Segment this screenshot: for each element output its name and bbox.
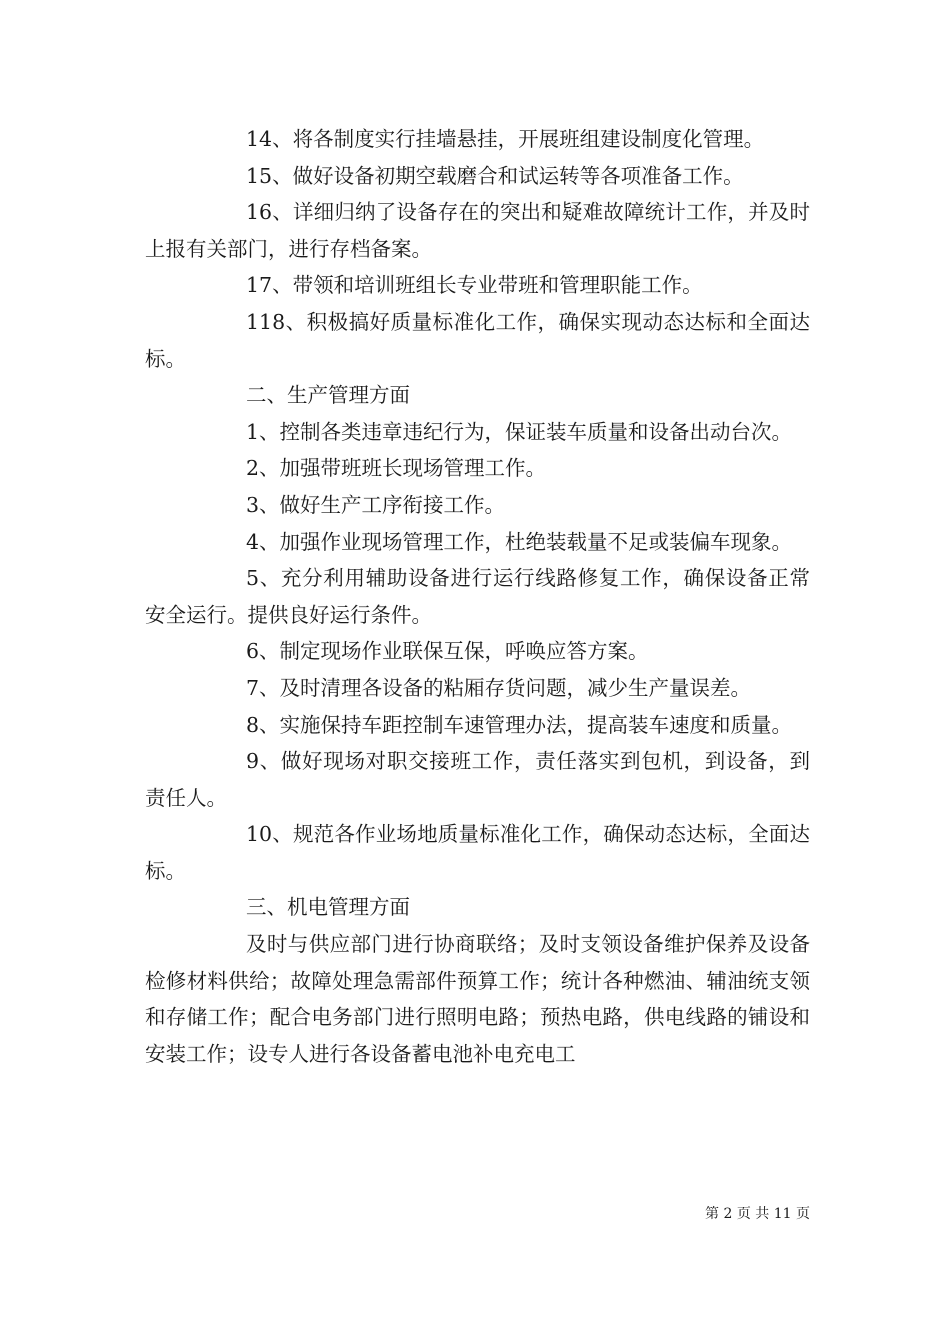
production-item-5: 5、充分利用辅助设备进行运行线路修复工作，确保设备正常安全运行。提供良好运行条件。 <box>145 566 810 627</box>
production-item-10: 10、规范各作业场地质量标准化工作，确保动态达标，全面达标。 <box>145 822 810 883</box>
paragraph-15: 15、做好设备初期空载磨合和试运转等各项准备工作。 <box>246 163 744 188</box>
production-item-3: 3、做好生产工序衔接工作。 <box>246 492 506 517</box>
paragraph-118: 118、积极搞好质量标准化工作，确保实现动态达标和全面达标。 <box>145 309 810 371</box>
section-heading-production: 二、生产管理方面 <box>246 383 410 408</box>
electromechanical-paragraph: 及时与供应部门进行协商联络；及时支领设备维护保养及设备检修材料供给；故障处理急需部件预算工作；统计各种燃油、辅油统支领和存储工作；配合电务部门进行照明电路；预热电路，供电线路的铺设和安装工作；设专人进行各设备蓄电池补电充电工 <box>145 932 810 1066</box>
production-item-8: 8、实施保持车距控制车速管理办法，提高装车速度和质量。 <box>246 712 793 737</box>
paragraph-17: 17、带领和培训班组长专业带班和管理职能工作。 <box>246 273 703 298</box>
production-item-1: 1、控制各类违章违纪行为，保证装车质量和设备出动台次。 <box>246 419 793 444</box>
production-item-4: 4、加强作业现场管理工作，杜绝装载量不足或装偏车现象。 <box>246 529 793 554</box>
production-item-2: 2、加强带班班长现场管理工作。 <box>246 456 547 481</box>
production-item-9: 9、做好现场对职交接班工作，责任落实到包机，到设备，到责任人。 <box>145 749 810 810</box>
section-heading-electromechanical: 三、机电管理方面 <box>246 895 410 920</box>
production-item-7: 7、及时清理各设备的粘厢存货问题，减少生产量误差。 <box>246 675 752 700</box>
production-item-6: 6、制定现场作业联保互保，呼唤应答方案。 <box>246 639 649 664</box>
document-body <box>145 121 810 1072</box>
paragraph-16: 16、详细归纳了设备存在的突出和疑难故障统计工作，并及时上报有关部门，进行存档备案。 <box>145 200 810 261</box>
paragraph-14: 14、将各制度实行挂墙悬挂，开展班组建设制度化管理。 <box>246 127 765 151</box>
page-number: 第 2 页 共 11 页 <box>705 1206 810 1222</box>
